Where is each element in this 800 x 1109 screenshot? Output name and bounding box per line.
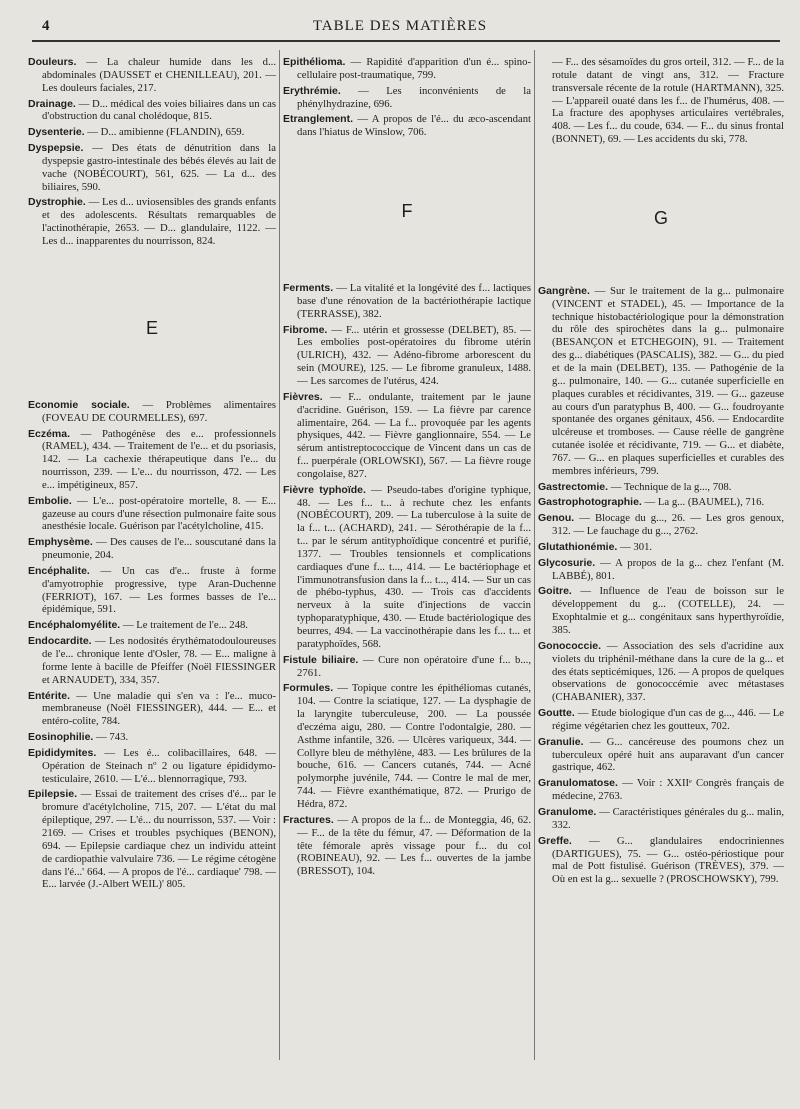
index-entry: [28, 635, 276, 686]
index-entry: [28, 428, 276, 492]
entry-headword: Embolie.: [28, 494, 72, 507]
entry-headword: Drainage.: [28, 97, 76, 110]
index-entry: [283, 682, 531, 810]
entry-headword: Greffe.: [538, 834, 572, 847]
entry-headword: Fièvre typhoïde.: [283, 483, 366, 496]
entry-text: — Une maladie qui s'en va : l'e... muco-membraneuse (Noël FIESSINGER), 444. — E... et entéro-colite, 784.: [42, 689, 276, 728]
entry-text: — 743.: [96, 731, 129, 744]
entry-text: — Les inconvénients de la phénylhydrazine, 696.: [297, 84, 532, 110]
index-entry: [538, 640, 784, 704]
entry-headword: Gonococcie.: [538, 639, 602, 652]
entry-headword: Dysenterie.: [28, 126, 85, 139]
index-entry: [28, 565, 276, 616]
index-entry: [283, 484, 531, 651]
entry-text: — Technique de la g..., 708.: [610, 480, 732, 493]
column-1: [28, 56, 276, 894]
index-entry: [538, 56, 784, 146]
entry-headword: Fibrome.: [283, 323, 328, 336]
entry-headword: Encéphalomyélite.: [28, 619, 121, 632]
entry-headword: Dystrophie.: [28, 196, 86, 209]
entry-text: — Le traitement de l'e... 248.: [122, 619, 248, 632]
index-entry: [538, 585, 784, 636]
index-entry: [28, 747, 276, 786]
entry-headword: Encéphalite.: [28, 564, 90, 577]
index-entry: [538, 806, 784, 832]
entry-text: — Rapidité d'apparition d'un é... spino-cellulaire post-traumatique, 799.: [297, 56, 531, 81]
entry-text: — D... amibienne (FLANDIN), 659.: [87, 126, 245, 139]
entry-text: — Les é... colibacillaires, 648. — Opération de Steinach nº 2 ou ligature épididymo-testiculaire, 2610. — L'é... blennorragique, 793.: [42, 746, 276, 785]
index-entry: [28, 126, 276, 139]
index-entry: [538, 541, 784, 554]
entry-text: — F... utérin et grossesse (DELBET), 85. — Les embolies post-opératoires du fibrome utérin (ULRICH), 432. — Adéno-fibrome arborescent du sein (MOURE), 125. — Le fibrome granuleux, 1488. — Les sarcomes de l'utérus, 424.: [297, 323, 531, 387]
index-entry: [28, 619, 276, 632]
index-entry: [538, 707, 784, 733]
entry-headword: Fractures.: [283, 813, 334, 826]
entry-headword: Eosinophilie.: [28, 731, 94, 744]
entry-text: — Les nodosités érythématodouloureuses de l'e... chronique lente d'Osler, 78. — E... maligne à forme lente à bacille de Pfeiffer (Noël FIESSINGER et ARNAUDET), 334, 357.: [42, 635, 276, 686]
entry-text: — 301.: [620, 540, 653, 553]
entry-text: — Les d... uviosensibles des grands enfants et des adolescents. Résultats remarquables de l'actinothérapie, 2653. — D... glandulaire, 1122. — Les d... inapparentes du nourrisson, 824.: [42, 196, 277, 247]
index-entry: [28, 536, 276, 562]
entry-text: — Essai de traitement des crises d'é... par le bromure d'acétylcholine, 715, 207. — L'état du mal épileptique, 297. — L'é... du nourrisson, 537. — Voir : 2169. — Crises et troubles psychiques (BENON), 694. — Epilepsie cardiaque chez un individu atteint de cardiopathie valvulaire 736. — Le régime cétogène dans l'é...' 664. — A propos de l'é... cardiaque' 798. — E... larvée (J.-Albert WEIL)' 805.: [42, 788, 276, 891]
index-entry: [538, 496, 784, 509]
entry-headword: Formules.: [283, 682, 334, 695]
section-letter: G: [653, 207, 668, 228]
entry-text: — Pseudo-tabes d'origine typhique, 48. — Les f... t... à rechute chez les enfants (NOBÉCOURT), 209. — La tuberculose à la suite de la f... t... (ACHARD), 241. — Sérothérapie de la f... t... par le sérum antityphoïdique concentré et purifié, 1377. — Troubles tensionnels et complications cardiaques d'une f... t..., 414. — Le bactériophage et l'immunotransfusion dans la f... t..., 414. — Sur un cas de phébo-typhus, 430. — Trois cas d'accidents nerveux à la suite d'injections de vaccin typhoparatyphique, 430. — Etude bactériologique des beurres, 494. — La vaccinothérapie dans les f... t... et paratyphoïdes, 568.: [297, 483, 531, 650]
entry-headword: Gastrophotographie.: [538, 496, 642, 509]
index-entry: [283, 113, 531, 139]
entry-headword: Granulie.: [538, 735, 584, 748]
entry-headword: Ferments.: [283, 282, 334, 295]
index-entry: [283, 391, 531, 481]
index-entry: [28, 56, 276, 95]
entry-text: — F... des sésamoïdes du gros orteil, 312. — F... de la rotule datant de vingt ans, 312. — Fracture transversale récente de la rotule (HARTMANN), 325. — L'appareil ouaté dans les f... de l'humérus, 408. — La fracture des apophyses articulaires vertébrales, 408. — Les f... du coude, 634. — F... du sinus frontal (BONNET), 69. — Les accidents du ski, 778.: [552, 56, 784, 146]
index-entry: [538, 736, 784, 775]
entry-text: — F... ondulante, traitement par le jaune d'acridine. Guérison, 159. — La fièvre par carence alimentaire, 264. — La f... provoquée par les agents physiques, 442. — Fièvre ganglionnaire, 554. — Le sérum antistreptococcique de Vincent dans un cas de f... puerpérale (ORLOWSKI), 567. — La fièvre rouge congolaise, 827.: [297, 390, 532, 480]
entry-text: — Caractéristiques générales du g... malin, 332.: [552, 805, 784, 831]
entry-text: — La g... (BAUMEL), 716.: [644, 496, 765, 509]
index-entry: [28, 98, 276, 124]
entry-text: — G... cancéreuse des poumons chez un tuberculeux opéré huit ans auparavant d'un cancer gastrique, 462.: [552, 735, 784, 774]
index-entry: [283, 56, 531, 82]
entry-text: — Problèmes alimentaires (FOVEAU DE COURMELLES), 697.: [42, 398, 276, 424]
index-entry: [538, 285, 784, 478]
index-entry: [538, 835, 784, 886]
entry-text: — Influence de l'eau de boisson sur le développement du g... (COTELLE), 24. — Exophtalmie et g... congénitaux sans hyperthyroïdie, 385.: [552, 585, 784, 636]
index-entry: [283, 85, 531, 111]
section-letter: E: [145, 317, 158, 338]
column-2: [283, 56, 531, 881]
entry-text: — Blocage du g..., 26. — Les gros genoux, 312. — Le fauchage du g..., 2762.: [552, 512, 784, 538]
index-entry: [538, 481, 784, 494]
entry-headword: Erythrémie.: [283, 84, 341, 97]
index-entry: [283, 814, 531, 878]
entry-text: — G... glandulaires endocriniennes (DARTIGUES), 75. — G... ostéo-périostique pour mal de Pott fistulisé. Guérison (TRÈVES), 379. — Où en est la g... sexuelle ? (PROSCHOWSKY), 799.: [552, 834, 784, 886]
entry-headword: Genou.: [538, 512, 575, 525]
index-entry: [28, 196, 276, 247]
entry-headword: Etranglement.: [283, 113, 354, 126]
entry-headword: Epithélioma.: [283, 56, 346, 68]
index-entry: [538, 557, 784, 583]
entry-headword: Fistule biliaire.: [283, 653, 359, 666]
index-entry: [28, 690, 276, 729]
index-entry: [538, 777, 784, 803]
entry-headword: Emphysème.: [28, 536, 93, 549]
index-entry: [283, 282, 531, 321]
column-divider: [534, 50, 535, 1060]
entry-text: — Etude biologique d'un cas de g..., 446. — Le régime végétarien chez les goutteux, 702.: [552, 707, 784, 732]
index-entry: [283, 324, 531, 388]
header-rule: [32, 40, 780, 42]
entry-headword: Dyspepsie.: [28, 142, 84, 155]
entry-headword: Douleurs.: [28, 56, 77, 68]
entry-headword: Epididymites.: [28, 746, 97, 759]
entry-headword: Glutathionémie.: [538, 540, 618, 553]
entry-text: — Voir : XXIIᵉ Congrès français de médecine, 2763.: [552, 777, 785, 803]
entry-text: — Cure non opératoire d'une f... b..., 2761.: [297, 653, 532, 679]
entry-headword: Fièvres.: [283, 390, 323, 403]
index-entry: [538, 512, 784, 538]
entry-text: — Association des sels d'acridine aux violets du triphénil-méthane dans la cure de la g... et des états septicémiques, 126. — A propos de quelques observations de gonococcémie avec métastases (CHABANIER), 337.: [552, 639, 784, 704]
entry-headword: Entérite.: [28, 689, 71, 702]
index-entry: [28, 731, 276, 744]
entry-text: — Des causes de l'e... souscutané dans la pneumonie, 204.: [42, 536, 277, 562]
entry-text: — Topique contre les épithéliomas cutanés, 104. — Contre la sciatique, 127. — La dysphagie de la laryngite tuberculeuse, 200. — La poussée d'eczéma aigu, 280. — Contre l'odontalgie, 280. — Asthme infantile, 326. — Ulcères variqueux, 344. — Collyre bleu de méthylène, 483. — Les brûlures de la bouche, 616. — Cancers cutanés, 744. — Acné polymorphe juvénile, 744. — Contre le mal de mer, 744. — Fièvre exanthématique, 872. — Prurigo de Hédra, 872.: [297, 682, 531, 810]
index-entry: [28, 495, 276, 534]
entry-text: — Des états de dénutrition dans la dyspepsie gastro-intestinale des bébés élevés au lait de vache (NOBÉCOURT), 561, 625. — La d... des biliaires, 590.: [42, 142, 276, 193]
page-number: 4: [42, 18, 50, 34]
index-entry: [28, 142, 276, 193]
entry-headword: Gastrectomie.: [538, 480, 609, 493]
entry-text: — A propos de l'é... du æco-ascendant dans l'hiatus de Winslow, 706.: [297, 113, 532, 139]
entry-headword: Goitre.: [538, 585, 572, 598]
entry-headword: Economie sociale.: [28, 398, 130, 411]
entry-headword: Goutte.: [538, 707, 575, 720]
column-divider: [279, 50, 280, 1060]
entry-headword: Epilepsie.: [28, 788, 78, 801]
entry-text: — L'e... post-opératoire mortelle, 8. — E... gazeuse au cours d'une résection pulmonaire faite sous anesthésie locale. Guérison par l'acétylcholine, 415.: [42, 494, 277, 533]
section-letter: F: [401, 201, 413, 222]
entry-text: — Sur le traitement de la g... pulmonaire (VINCENT et STADEL), 45. — Importance de la technique histobactériologique pour la démonstration du rôle des spirochètes dans la g... pulmonaire (BESANÇON et ETCHEGOIN), 91. — Traitement des g... diabétiques (PASCALIS), 382. — G... du pied et de la main (DELBET), 135. — Pathogénie de la g... pulmonaire, 140. — G... cutanée superficielle en plaques curables et récidivantes, 319. — G... gazeuse au cours d'un paratyphus B, 400. — G... foudroyante spontanée des organes génitaux, 456. — Endocardite ulcéreuse et tromboses. — Cause réelle de gangrène cutanée isolée et récidivante, 719. — G... et diabète, 767. — G... en plaques superficielles et curables des membres inférieurs, 799.: [552, 284, 785, 477]
entry-headword: Granulome.: [538, 805, 597, 818]
entry-text: — A propos de la g... chez l'enfant (M. LABBÉ), 801.: [552, 556, 784, 582]
entry-text: — La chaleur humide dans les d... abdominales (DAUSSET et CHENILLEAU), 201. — Les douleurs faciales, 217.: [42, 56, 276, 94]
entry-headword: Granulomatose.: [538, 777, 618, 790]
column-3: [538, 56, 784, 889]
entry-headword: Eczéma.: [28, 427, 71, 440]
running-head-title: TABLE DES MATIÈRES: [312, 18, 488, 34]
entry-headword: Gangrène.: [538, 284, 590, 297]
entry-headword: Glycosurie.: [538, 556, 596, 569]
entry-text: — D... médical des voies biliaires dans un cas d'obstruction du canal cholédoque, 815.: [42, 97, 276, 123]
index-entry: [283, 654, 531, 680]
index-entry: [28, 788, 276, 891]
index-entry: [28, 399, 276, 425]
entry-text: — A propos de la f... de Monteggia, 46, 62. — F... de la tête du fémur, 47. — Déformation de la tête fémorale après vissage pour f... du col (ROBINEAU), 92. — Les f... ouvertes de la jambe (BRESSOT), 104.: [297, 813, 531, 878]
entry-text: — Un cas d'e... fruste à forme d'amyotrophie progressive, type Aran-Duchenne (FERRIOT), 167. — Les formes basses de l'e... épidémique, 591.: [42, 564, 276, 616]
entry-text: — Pathogénèse des e... professionnels (RAMEL), 434. — Traitement de l'e... et du psoriasis, 142. — La cachexie thérapeutique dans l'e... du nourrisson, 239. — L'e... du nourrisson, 472. — Les e... impétigineux, 857.: [42, 427, 276, 491]
entry-headword: Endocardite.: [28, 635, 92, 648]
entry-text: — La vitalité et la longévité des f... lactiques base d'une rénovation de la bactériothérapie lactique (TERRASSE), 382.: [297, 282, 532, 320]
